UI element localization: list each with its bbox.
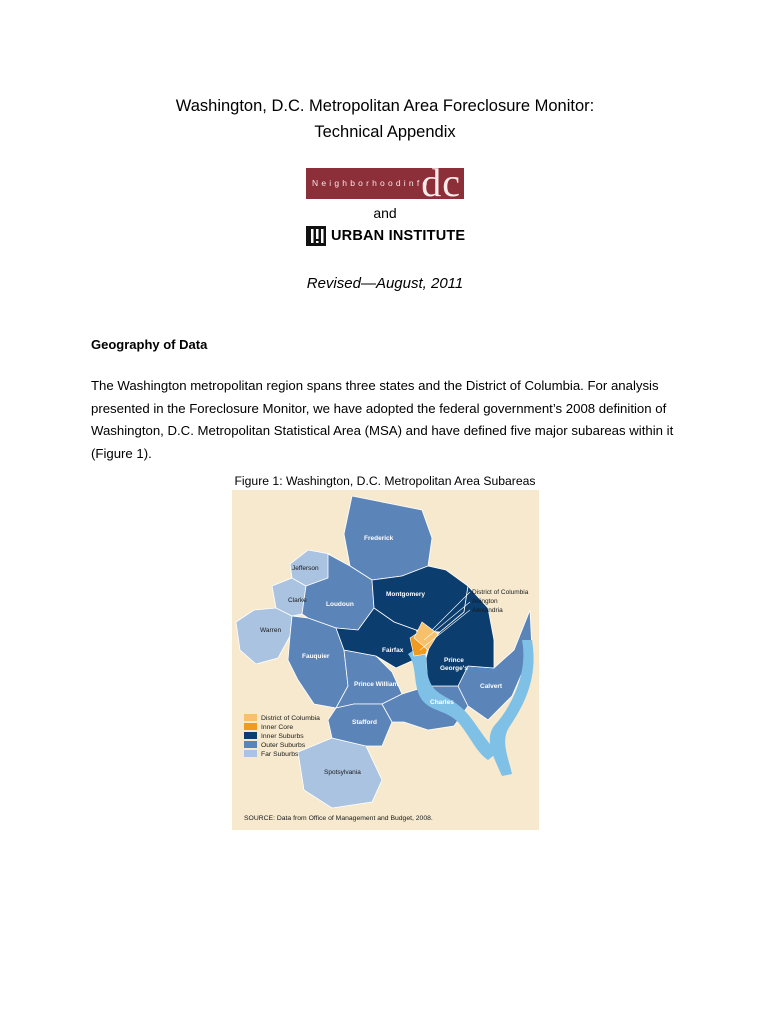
urban-institute-logo <box>306 225 465 247</box>
label-clarke: Clarke <box>288 597 307 604</box>
legend-swatch <box>244 723 257 730</box>
label-prince-georges-1: Prince <box>444 657 464 664</box>
label-fairfax: Fairfax <box>382 647 404 654</box>
label-loudoun: Loudoun <box>326 601 354 608</box>
legend-swatch <box>244 750 257 757</box>
callout-district-of-columbia: District of Columbia <box>472 589 529 596</box>
label-fauquier: Fauquier <box>302 653 330 660</box>
legend-label: Inner Suburbs <box>261 733 304 740</box>
legend-label: District of Columbia <box>261 715 320 722</box>
legend-label: Outer Suburbs <box>261 742 306 749</box>
legend-label: Far Suburbs <box>261 751 299 758</box>
neighborhoodinfo-logo-word: Neighborhoodinfo <box>312 178 431 188</box>
title-line-2: Technical Appendix <box>314 123 456 141</box>
legend-swatch <box>244 741 257 748</box>
label-prince-georges-2: George's <box>440 665 468 672</box>
neighborhoodinfo-dc-logo <box>306 168 464 199</box>
label-frederick: Frederick <box>364 535 394 542</box>
neighborhoodinfo-logo-dc: dc <box>421 168 461 199</box>
callout-arlington: Arlington <box>472 598 498 605</box>
subareas-map-figure <box>232 490 539 830</box>
legend-swatch <box>244 714 257 721</box>
figure-caption: Figure 1: Washington, D.C. Metropolitan Area Subareas <box>234 474 536 488</box>
label-charles: Charles <box>430 699 454 706</box>
callout-alexandria: Alexandria <box>472 607 503 614</box>
label-prince-william: Prince William <box>354 681 399 688</box>
label-jefferson: Jefferson <box>292 565 319 572</box>
map-source-note: SOURCE: Data from Office of Management and Budget, 2008. <box>244 815 433 822</box>
label-montgomery: Montgomery <box>386 591 425 598</box>
and-text: and <box>373 205 397 221</box>
urban-institute-mark-icon <box>306 226 326 246</box>
label-stafford: Stafford <box>352 719 377 726</box>
urban-institute-logo-text: URBAN INSTITUTE <box>331 228 466 244</box>
subareas-map <box>232 490 539 830</box>
body-paragraph: The Washington metropolitan region spans three states and the District of Columbia. For analysis presented in the Foreclosure Monitor, we have adopted the federal government’s 2008 definition of Washington, D.C. Metropolitan Statistical Area (MSA) and have defined five major subareas within it (Figure 1). <box>91 378 674 461</box>
document-title <box>0 93 770 145</box>
label-warren: Warren <box>260 627 282 634</box>
title-line-1: Washington, D.C. Metropolitan Area Foreclosure Monitor: <box>175 97 595 115</box>
legend-swatch <box>244 732 257 739</box>
label-spotsylvania: Spotsylvania <box>324 769 361 776</box>
legend-label: Inner Core <box>261 724 294 731</box>
section-heading: Geography of Data <box>91 337 208 352</box>
label-calvert: Calvert <box>480 683 503 690</box>
revised-date: Revised—August, 2011 <box>306 275 464 292</box>
